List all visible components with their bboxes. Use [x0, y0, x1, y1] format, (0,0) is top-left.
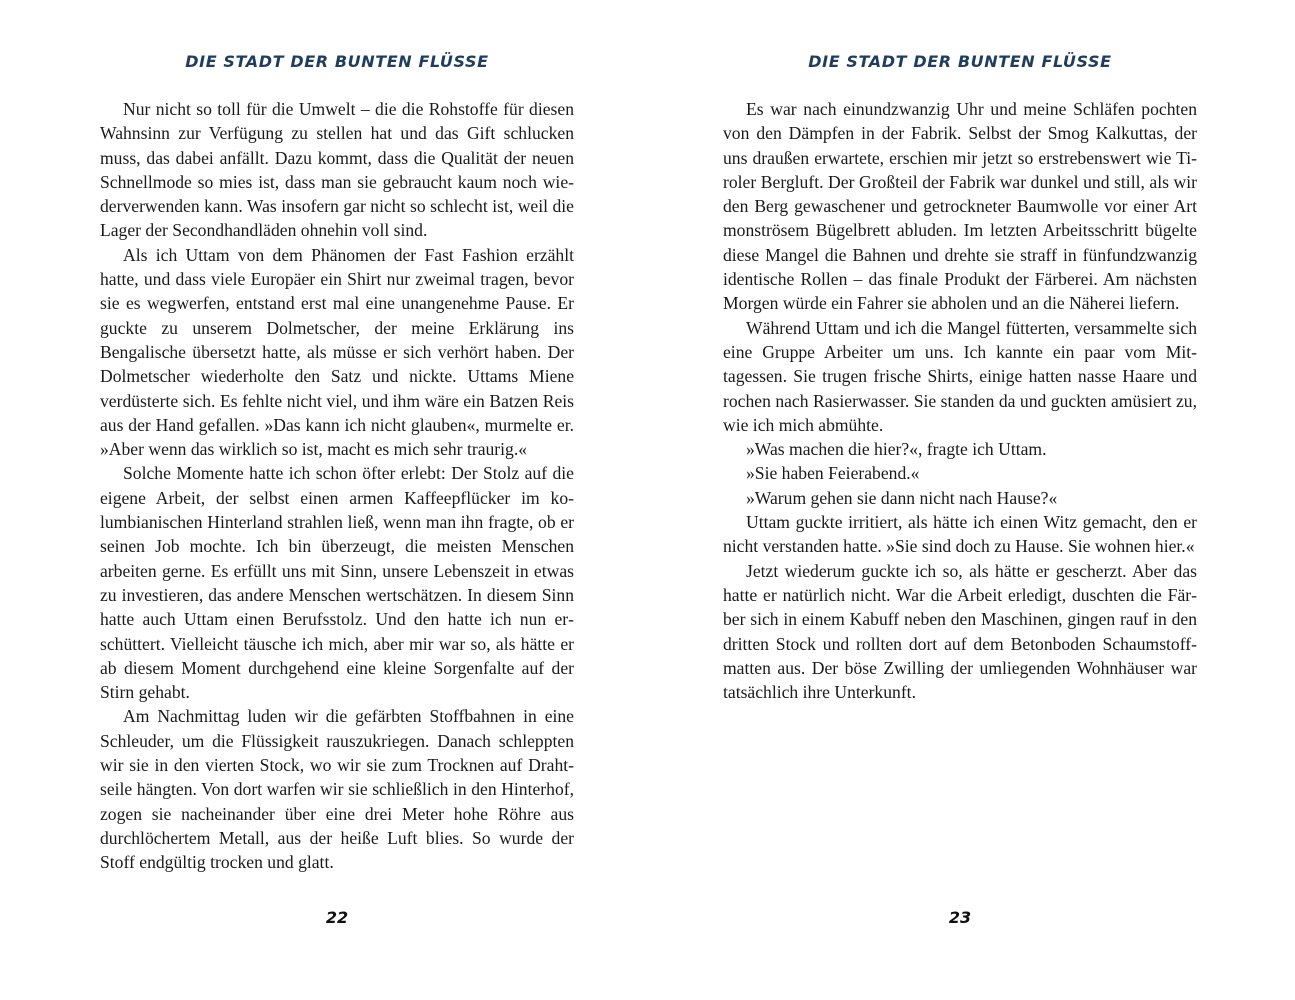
paragraph: Solche Momente hatte ich schon öfter erlebt: Der Stolz auf die eigene Arbeit, der selbst einen armen Kaffeepflücker im kolumbianischen Hinterland strahlen ließ, wenn man ihn fragte, ob er seinen Job mochte. Ich bin überzeugt, die meisten Menschen arbeiten gerne. Es erfüllt uns mit Sinn, unsere Lebenszeit in etwas zu investieren, das andere Menschen wertschätzen. In diesem Sinn hatte auch Uttam einen Berufsstolz. Und den hatte ich nun erschüttert. Vielleicht täusche ich mich, aber mir war so, als hätte er ab diesem Moment durchgehend eine kleine Sorgenfalte auf der Stirn gehabt. — [100, 463, 574, 703]
paragraph: »Was machen die hier?«, fragte ich Uttam. — [746, 439, 1047, 460]
paragraph: Am Nachmittag luden wir die gefärbten Stoffbahnen in eine Schleuder, um die Flüssigkeit rauszukriegen. Danach schleppten wir sie in den vierten Stock, wo wir sie zum Trocknen auf Drahtseile hängten. Von dort warfen wir sie schließlich in den Hinterhof, zogen sie nacheinander über eine drei Meter hohe Röhre aus durchlöchertem Metall, aus der heiße Luft blies. So wurde der Stoff endgültig trocken und glatt. — [100, 706, 574, 873]
paragraph: Während Uttam und ich die Mangel fütterten, versammelte sich eine Gruppe Arbeiter um uns. Ich kannte ein paar vom Mittagessen. Sie trugen frische Shirts, einige hatten nasse Haare und rochen nach Rasierwasser. Sie standen da und guckten amüsiert zu, wie ich mich abmühte. — [723, 317, 1197, 435]
running-head: DIE STADT DER BUNTEN FLÜSSE — [185, 52, 489, 71]
body-text — [100, 97, 574, 875]
paragraph: Jetzt wiederum guckte ich so, als hätte er gescherzt. Aber das hatte er natürlich nicht. War die Arbeit erledigt, duschten die Färber sich in einem Kabuff neben den Maschinen, gingen rauf in den dritten Stock und rollten dort auf dem Betonboden Schaumstoffmatten aus. Der böse Zwilling der umliegenden Wohnhäuser war tatsächlich ihre Unterkunft. — [723, 560, 1197, 703]
page-number: 23 — [948, 908, 972, 927]
paragraph: Nur nicht so toll für die Umwelt – die die Rohstoffe für diesen Wahnsinn zur Verfügung zu stellen hat und das Gift schlucken muss, das dabei anfällt. Dazu kommt, dass die Qualität der neuen Schnellmode so mies ist, dass man sie gebraucht kaum noch wiederverwenden kann. Was insofern gar nicht so schlecht ist, weil die Lager der Secondhandläden ohnehin voll sind. — [100, 99, 574, 241]
paragraph: »Sie haben Feierabend.« — [746, 463, 920, 484]
left-page — [100, 0, 574, 1000]
right-page — [723, 0, 1197, 1000]
paragraph: Als ich Uttam von dem Phänomen der Fast Fashion erzählt hatte, und dass viele Europäer ein Shirt nur zweimal tragen, bevor sie es wegwerfen, entstand erst mal eine unangenehme Pause. Er guckte zu unserem Dolmetscher, der meine Erklärung ins Bengalische übersetzt hatte, als müsse er sich verhört haben. Der Dolmetscher wiederholte den Satz und nickte. Uttams Miene verdüsterte sich. Es fehlte nicht viel, und ihm wäre ein Batzen Reis aus der Hand gefallen. »Das kann ich nicht glauben«, murmelte er. »Aber wenn das wirklich so ist, macht es mich sehr traurig.« — [100, 244, 574, 460]
paragraph: »Warum gehen sie dann nicht nach Hause?« — [746, 487, 1058, 508]
running-head: DIE STADT DER BUNTEN FLÜSSE — [808, 52, 1112, 71]
body-text — [723, 97, 1197, 704]
paragraph: Es war nach einundzwanzig Uhr und meine Schläfen pochten von den Dämpfen in der Fabrik. Selbst der Smog Kalkuttas, der uns draußen erwartete, erschien mir jetzt so erstrebenswert wie Tiroler Bergluft. Der Großteil der Fabrik war dunkel und still, als wir den Berg gewaschener und getrockneter Baumwolle vor einer Art monströsem Bügelbrett abluden. Im letzten Arbeitsschritt bügelte diese Mangel die Bahnen und drehte sie straff in fünfundzwanzig identische Rollen – das finale Produkt der Färberei. Am nächsten Morgen würde ein Fahrer sie abholen und an die Näherei liefern. — [723, 99, 1197, 314]
paragraph: Uttam guckte irritiert, als hätte ich einen Witz gemacht, den er nicht verstanden hatte. »Sie sind doch zu Hause. Sie wohnen hier.« — [723, 512, 1197, 557]
page-number: 22 — [325, 908, 349, 927]
